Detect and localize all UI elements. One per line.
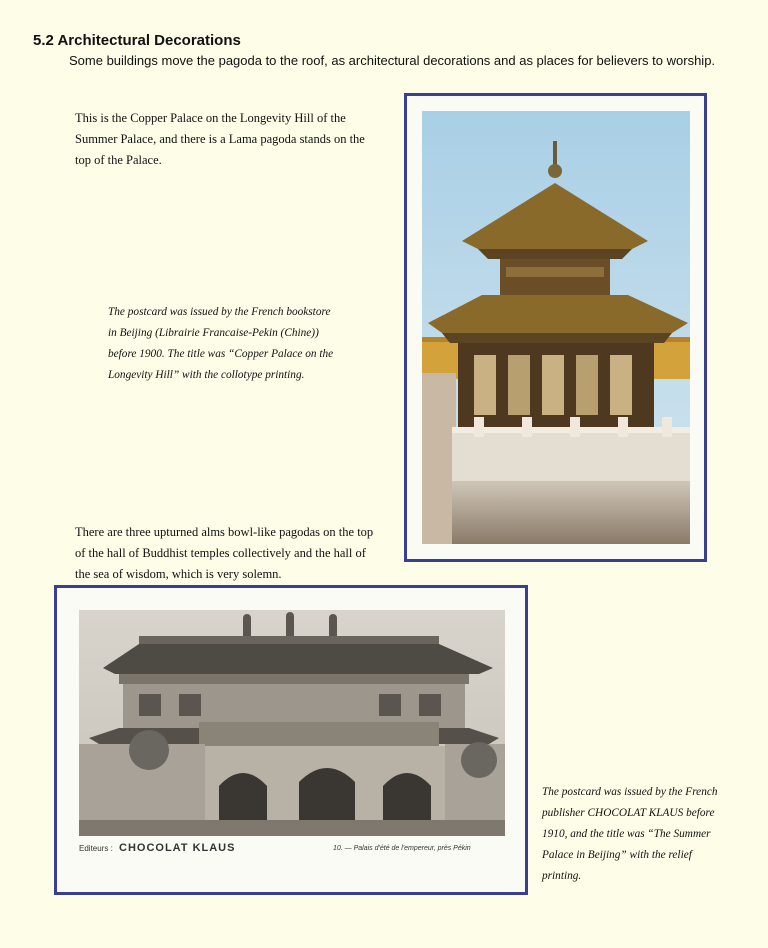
copper-palace-description: This is the Copper Palace on the Longevity Hill of the Summer Palace, and there is a Lama pagoda stands on the top of the Palace.: [75, 111, 365, 167]
postcard-publisher-label: Editeurs :: [79, 844, 113, 853]
copper-palace-postcard-frame: [404, 93, 707, 562]
copper-palace-photo: [422, 111, 690, 544]
section-heading: 5.2 Architectural Decorations: [33, 32, 241, 49]
alms-bowl-description: There are three upturned alms bowl-like pagodas on the top of the hall of Buddhist temples collectively and the hall of the sea of wisdom, which is very solemn.: [75, 525, 374, 581]
summer-palace-caption: The postcard was issued by the French publisher CHOCOLAT KLAUS before 1910, and the title was “The Summer Palace in Beijing” with the relief printing.: [542, 786, 718, 882]
summer-palace-photo: [79, 610, 505, 836]
copper-palace-caption: The postcard was issued by the French bookstore in Beijing (Librairie Francaise-Pekin (Chine)) before 1900. The title was “Copper Palace on the Longevity Hill” with the collotype printing.: [108, 306, 334, 381]
postcard-publisher: CHOCOLAT KLAUS: [119, 842, 236, 854]
postcard-title: 10. — Palais d'été de l'empereur, près Pékin: [333, 845, 471, 852]
section-intro: Some buildings move the pagoda to the roof, as architectural decorations and as places for believers to worship.: [69, 53, 716, 68]
summer-palace-postcard-frame: [54, 585, 528, 895]
